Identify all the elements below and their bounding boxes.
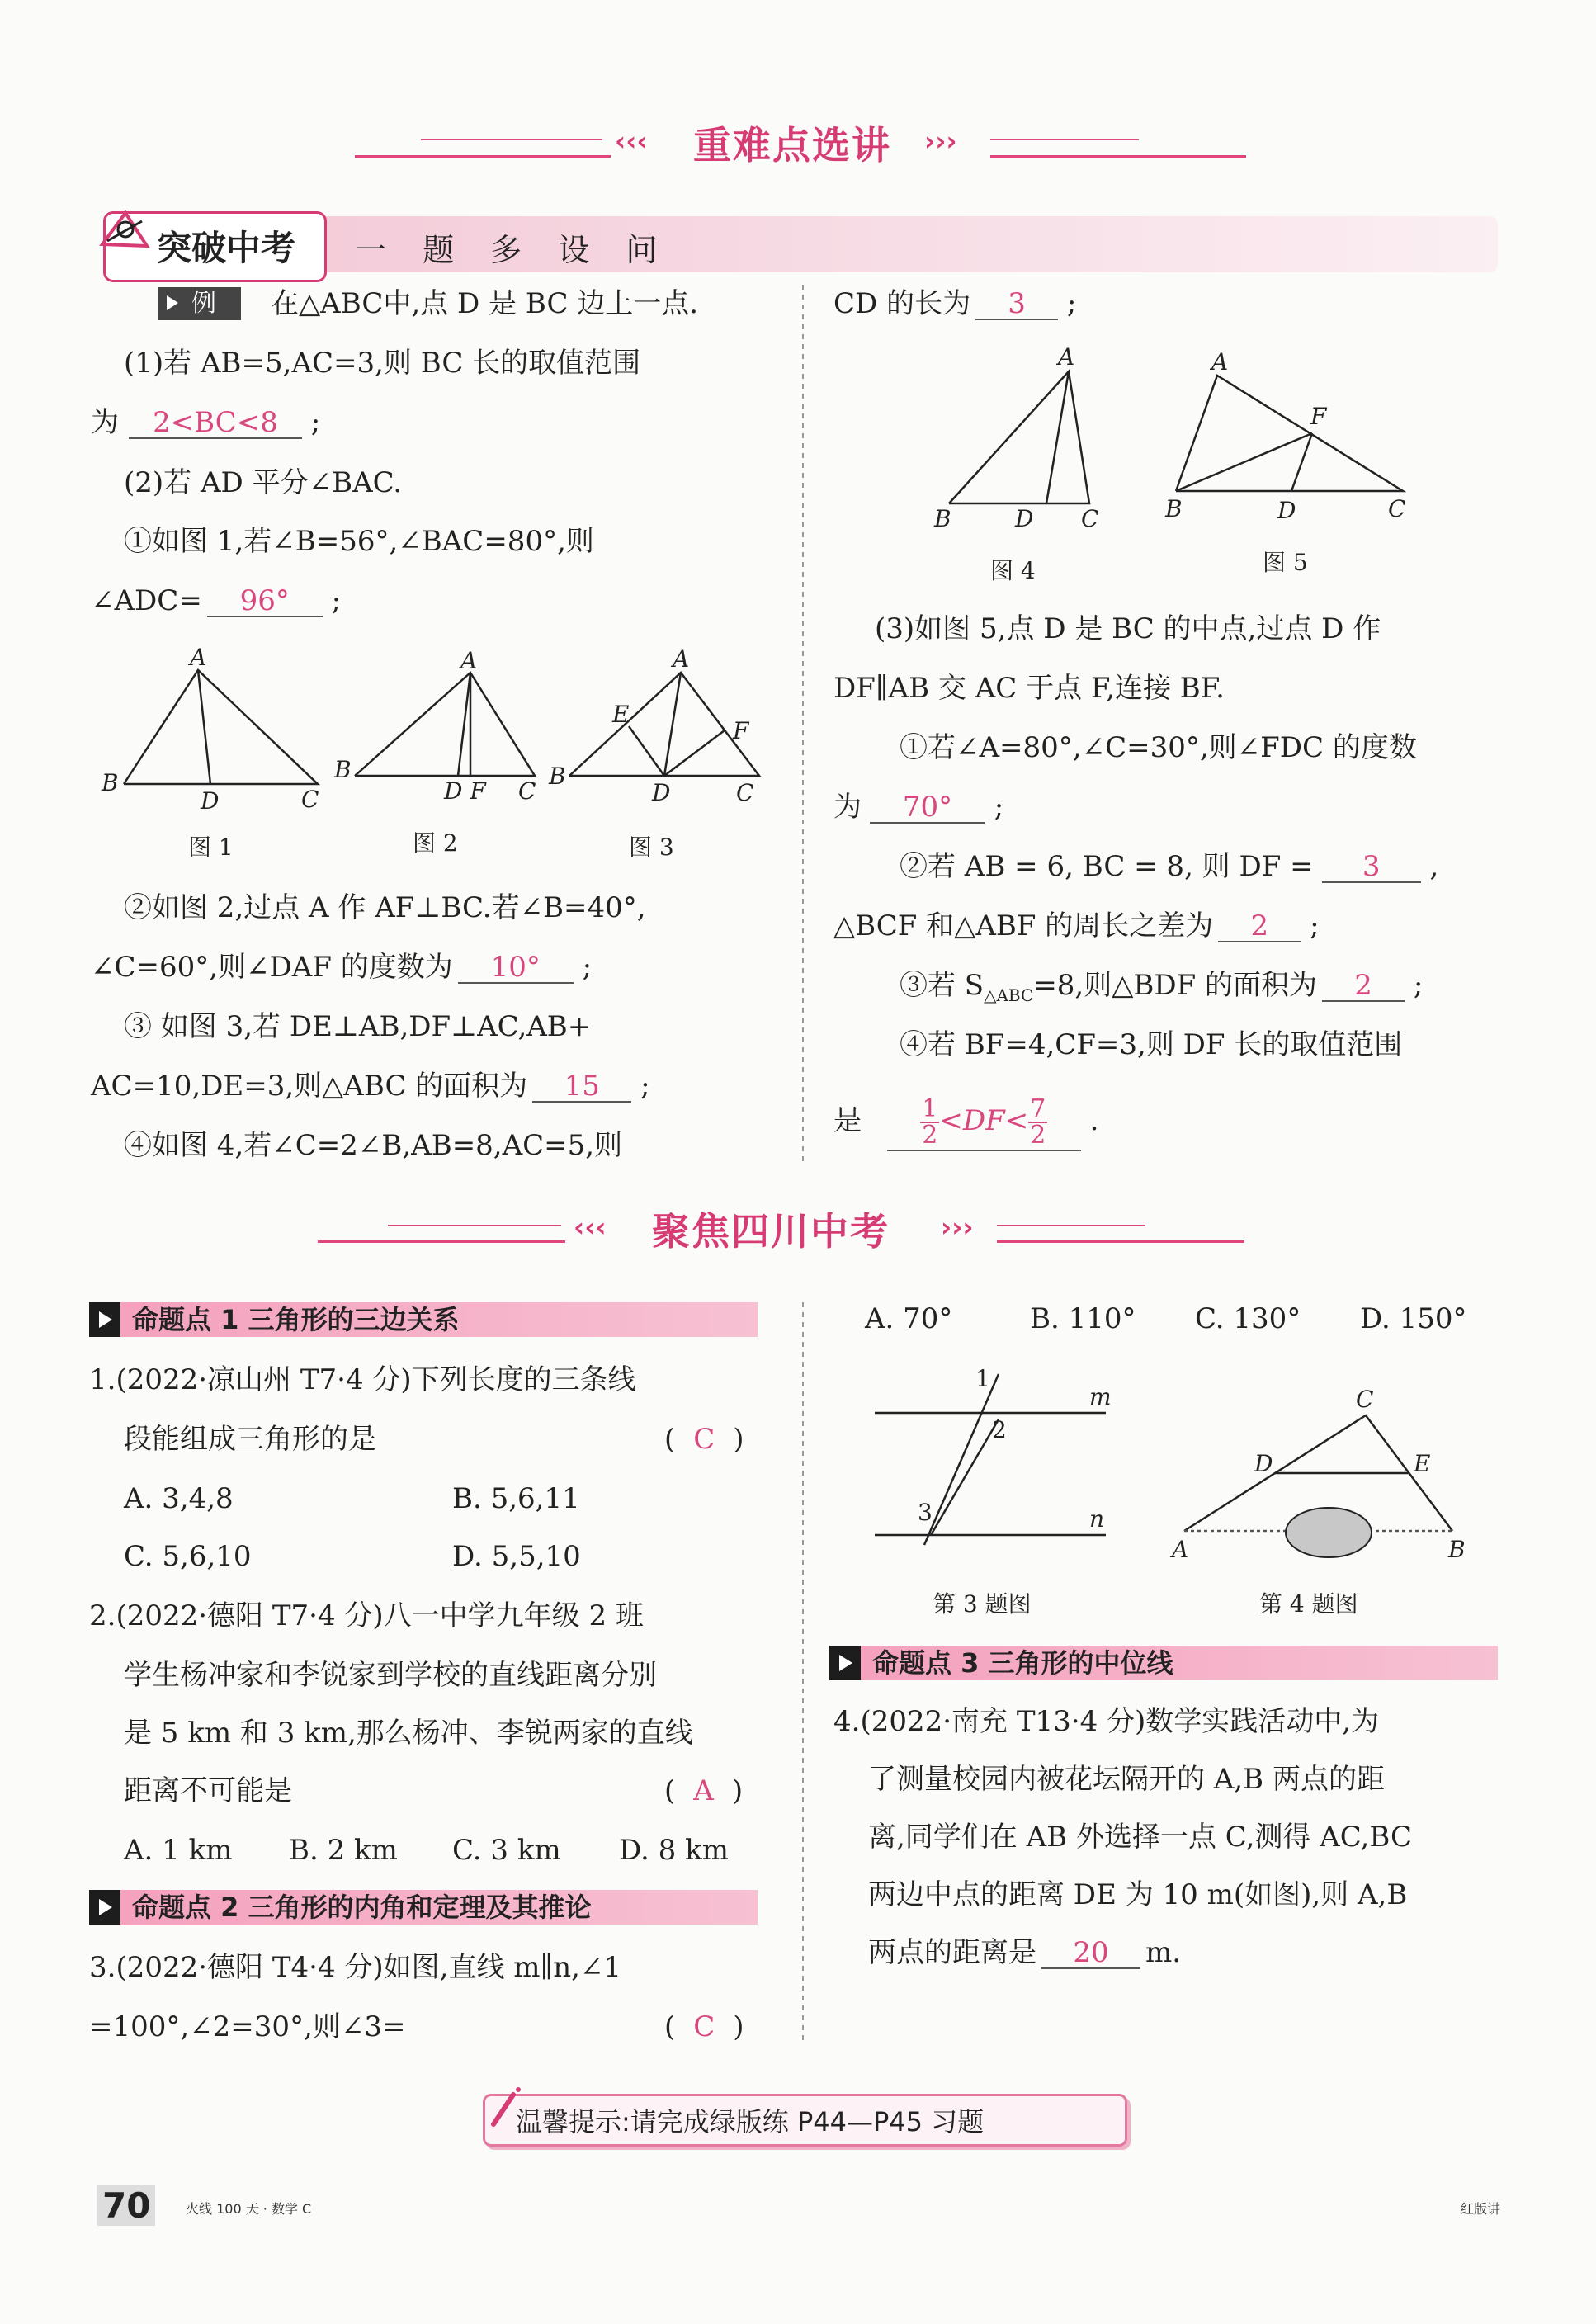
footer-right: 红版讲 [1461, 2201, 1501, 2217]
fig4-label-b: B [934, 505, 951, 528]
q1-line1: ①如图 1,若∠B=56°,∠BAC=80°,则 [124, 525, 594, 558]
r4-line1: ④若 BF=4,CF=3,则 DF 长的取值范围 [900, 1028, 1403, 1061]
chevron-left-icon-2: ‹‹‹ [574, 1212, 607, 1243]
p1-line2: 为 2<BC<8 ; [91, 406, 321, 439]
r1-line1: ①若∠A=80°,∠C=30°,则∠FDC 的度数 [900, 731, 1417, 764]
q3fig-label-1: 1 [975, 1365, 990, 1392]
q2-option-b: B. 2 km [289, 1834, 398, 1867]
figure-2 [330, 644, 545, 809]
q2-option-c: C. 3 km [452, 1834, 561, 1867]
q3fig-label-n: n [1089, 1505, 1105, 1533]
q3-fig-caption: 第 3 题图 [933, 1590, 1032, 1618]
r2-line2: △BCF 和△ABF 的周长之差为 2 ; [833, 909, 1320, 942]
r1-line2: 为 70° ; [833, 791, 1004, 824]
section1-line-left [355, 155, 611, 158]
q1-answer: 96° [207, 586, 323, 617]
r4-frac2-num: 7 [1030, 1094, 1046, 1123]
q4-text-4: 两边中点的距离 DE 为 10 m(如图),则 A,B [868, 1878, 1408, 1911]
topic-bar-2 [89, 1890, 758, 1925]
fig1-label-a: A [190, 644, 207, 671]
q2-text-3: 是 5 km 和 3 km,那么杨冲、李锐两家的直线 [124, 1717, 693, 1750]
fig5-label-a: A [1211, 348, 1229, 376]
fig1-caption: 图 1 [188, 834, 234, 861]
q2-line2: ∠C=60°,则∠DAF 的度数为 10° ; [91, 951, 593, 984]
tip-text: 温馨提示:请完成绿版练 P44—P45 习题 [516, 2106, 985, 2137]
r2-answer1: 3 [1322, 852, 1421, 883]
compass-icon [92, 203, 158, 264]
example-intro: 在△ABC中,点 D 是 BC 边上一点. [271, 287, 699, 320]
p2-line: (2)若 AD 平分∠BAC. [124, 466, 403, 499]
q4-text-3: 离,同学们在 AB 外选择一点 C,测得 AC,BC [868, 1821, 1412, 1854]
q3-text-2: =100°,∠2=30°,则∠3= [89, 2010, 406, 2043]
banner-badge-text: 突破中考 [157, 228, 296, 268]
q4fig-label-e: E [1414, 1450, 1431, 1477]
q3-option-d: D. 150° [1360, 1302, 1467, 1335]
figure-q4 [1168, 1382, 1481, 1568]
section2-line-right [997, 1240, 1244, 1243]
fig4-label-d: D [1015, 505, 1034, 528]
q1-answer: ( C ) [664, 1423, 744, 1456]
q4-line1: ④如图 4,若∠C=2∠B,AB=8,AC=5,则 [124, 1129, 623, 1162]
footer-book: 火线 100 天 · 数学 C [186, 2201, 312, 2217]
p3-line1: (3)如图 5,点 D 是 BC 的中点,过点 D 作 [875, 612, 1381, 645]
fig4-caption: 图 4 [990, 557, 1036, 584]
play-icon [167, 295, 178, 310]
q3-option-c: C. 130° [1195, 1302, 1301, 1335]
q1-line2: ∠ADC= 96° ; [91, 584, 342, 617]
fig3-label-f: F [733, 717, 749, 744]
fig2-label-c: C [518, 777, 536, 805]
section1-line-right2 [990, 139, 1139, 140]
q2-text-4: 距离不可能是 [124, 1774, 292, 1807]
fig3-label-b: B [549, 763, 566, 790]
topic-bar-3 [829, 1646, 1498, 1680]
fig5-label-d: D [1277, 497, 1296, 524]
section2-title: 聚焦四川中考 [652, 1209, 890, 1254]
section1-title: 重难点选讲 [693, 123, 891, 168]
fig4-label-c: C [1081, 505, 1099, 528]
q3fig-label-m: m [1089, 1383, 1112, 1410]
q3-option-b: B. 110° [1030, 1302, 1136, 1335]
fig2-label-df: D F [444, 777, 486, 805]
column-divider-bottom [802, 1302, 804, 2045]
section1-line-left2 [421, 139, 602, 140]
r3-subscript: △ABC [984, 985, 1034, 1005]
r2-line1: ②若 AB = 6, BC = 8, 则 DF = 3 , [900, 850, 1439, 883]
r4-mid: <DF< [939, 1104, 1029, 1137]
q1-option-c: C. 5,6,10 [124, 1540, 252, 1573]
figure-1 [95, 644, 334, 809]
example-tag-label: 例 [191, 289, 216, 318]
q1-text-1: 1.(2022·凉山州 T7·4 分)下列长度的三条线 [89, 1363, 636, 1396]
q1-text-2: 段能组成三角形的是 [124, 1423, 376, 1456]
r1-answer: 70° [870, 792, 985, 824]
chevron-right-icon: ››› [924, 125, 957, 157]
q4-line2: CD 的长为 3 ; [833, 287, 1077, 320]
banner-subtitle: 一 题 多 设 问 [355, 232, 671, 268]
r4-answer [887, 1092, 1081, 1151]
r2-answer2: 2 [1218, 911, 1301, 942]
r4-frac2-den: 2 [1030, 1121, 1046, 1150]
topic1-play-icon [89, 1302, 120, 1337]
q4-text-2: 了测量校园内被花坛隔开的 A,B 两点的距 [868, 1763, 1385, 1796]
q3-answer: 15 [532, 1071, 631, 1103]
q2-answer: ( A ) [664, 1774, 744, 1807]
q2-text-2: 学生杨冲家和李锐家到学校的直线距离分别 [124, 1659, 657, 1692]
topic2-play-icon [89, 1890, 120, 1925]
r4-frac1-den: 2 [922, 1121, 938, 1150]
q3-text-1: 3.(2022·德阳 T4·4 分)如图,直线 m∥n,∠1 [89, 1951, 622, 1984]
p3-line2: DF∥AB 交 AC 于点 F,连接 BF. [833, 672, 1225, 705]
q2-answer: 10° [458, 952, 574, 984]
fig2-caption: 图 2 [413, 829, 458, 857]
r3-line: ③若 $S_{\triangle ABC}=8$,则△BDF 的面积为 2 ; [900, 969, 1424, 1005]
figure-3 [545, 644, 776, 809]
fig2-label-a: A [460, 647, 478, 674]
topic1-label: 命题点 1 三角形的三边关系 [132, 1304, 460, 1335]
q4fig-label-d: D [1254, 1450, 1273, 1477]
topic-bar-1 [89, 1302, 758, 1337]
q4-fig-caption: 第 4 题图 [1259, 1590, 1358, 1618]
fig1-label-c: C [301, 786, 319, 809]
p1-answer: 2<BC<8 [129, 408, 302, 439]
section2-line-left2 [388, 1225, 561, 1226]
figure-q3 [866, 1362, 1131, 1552]
q4-answer: 3 [975, 289, 1058, 320]
q4-text-5: 两点的距离是 20 m. [868, 1936, 1182, 1969]
fig5-label-b: B [1165, 495, 1183, 522]
q4fig-label-c: C [1356, 1386, 1374, 1413]
q1-option-d: D. 5,5,10 [452, 1540, 581, 1573]
q2-text-1: 2.(2022·德阳 T7·4 分)八一中学九年级 2 班 [89, 1599, 644, 1632]
chevron-left-icon: ‹‹‹ [615, 125, 648, 157]
q4fig-label-a: A [1172, 1536, 1189, 1563]
section1-line-right [990, 155, 1246, 158]
fig1-label-d: D [201, 787, 220, 809]
fig3-label-d: D [652, 779, 671, 806]
section2-line-left [318, 1240, 565, 1243]
q1-option-a: A. 3,4,8 [124, 1482, 234, 1515]
fig3-label-c: C [736, 779, 754, 806]
example-tag [158, 287, 241, 320]
fig3-label-a: A [673, 645, 690, 673]
q4fig-label-b: B [1448, 1536, 1466, 1563]
column-divider-top [802, 285, 804, 1164]
q1-option-b: B. 5,6,11 [452, 1482, 580, 1515]
fig3-label-e: E [612, 701, 630, 728]
fig5-caption: 图 5 [1263, 549, 1308, 576]
chevron-right-icon-2: ››› [941, 1212, 974, 1243]
q4-text-1: 4.(2022·南充 T13·4 分)数学实践活动中,为 [833, 1705, 1380, 1738]
q3-answer: ( C ) [664, 2010, 744, 2043]
figure-4 [924, 338, 1114, 528]
q4-answer-blank: 20 [1041, 1938, 1140, 1969]
fig2-label-b: B [334, 756, 352, 783]
r4-line2: 是 $\frac{1}{2}$ <DF< $\frac{7}{2}$ . [833, 1088, 1098, 1154]
fig4-label-a: A [1058, 343, 1075, 371]
section2-line-right2 [997, 1225, 1145, 1226]
r4-frac1-num: 1 [922, 1094, 938, 1123]
q3-line1: ③ 如图 3,若 DE⊥AB,DF⊥AC,AB+ [124, 1010, 592, 1043]
figure-5 [1155, 338, 1436, 528]
fig1-label-b: B [102, 769, 119, 796]
fig5-label-c: C [1388, 495, 1406, 522]
topic3-play-icon [829, 1646, 861, 1680]
q3-line2: AC=10,DE=3,则△ABC 的面积为 15 ; [91, 1070, 650, 1103]
q2-option-a: A. 1 km [124, 1834, 233, 1867]
fig5-label-f: F [1310, 403, 1327, 430]
q3fig-label-2: 2 [992, 1416, 1007, 1443]
q2-line1: ②如图 2,过点 A 作 AF⊥BC.若∠B=40°, [124, 891, 646, 924]
page-number: 70 [97, 2185, 155, 2226]
q2-option-d: D. 8 km [619, 1834, 729, 1867]
fig3-caption: 图 3 [629, 834, 674, 861]
r3-answer: 2 [1322, 971, 1405, 1002]
topic3-label: 命题点 3 三角形的中位线 [872, 1647, 1173, 1679]
q3-option-a: A. 70° [865, 1302, 953, 1335]
q3fig-label-3: 3 [918, 1499, 933, 1526]
p1-line1: (1)若 AB=5,AC=3,则 BC 长的取值范围 [124, 347, 641, 380]
topic2-label: 命题点 2 三角形的内角和定理及其推论 [132, 1892, 592, 1923]
